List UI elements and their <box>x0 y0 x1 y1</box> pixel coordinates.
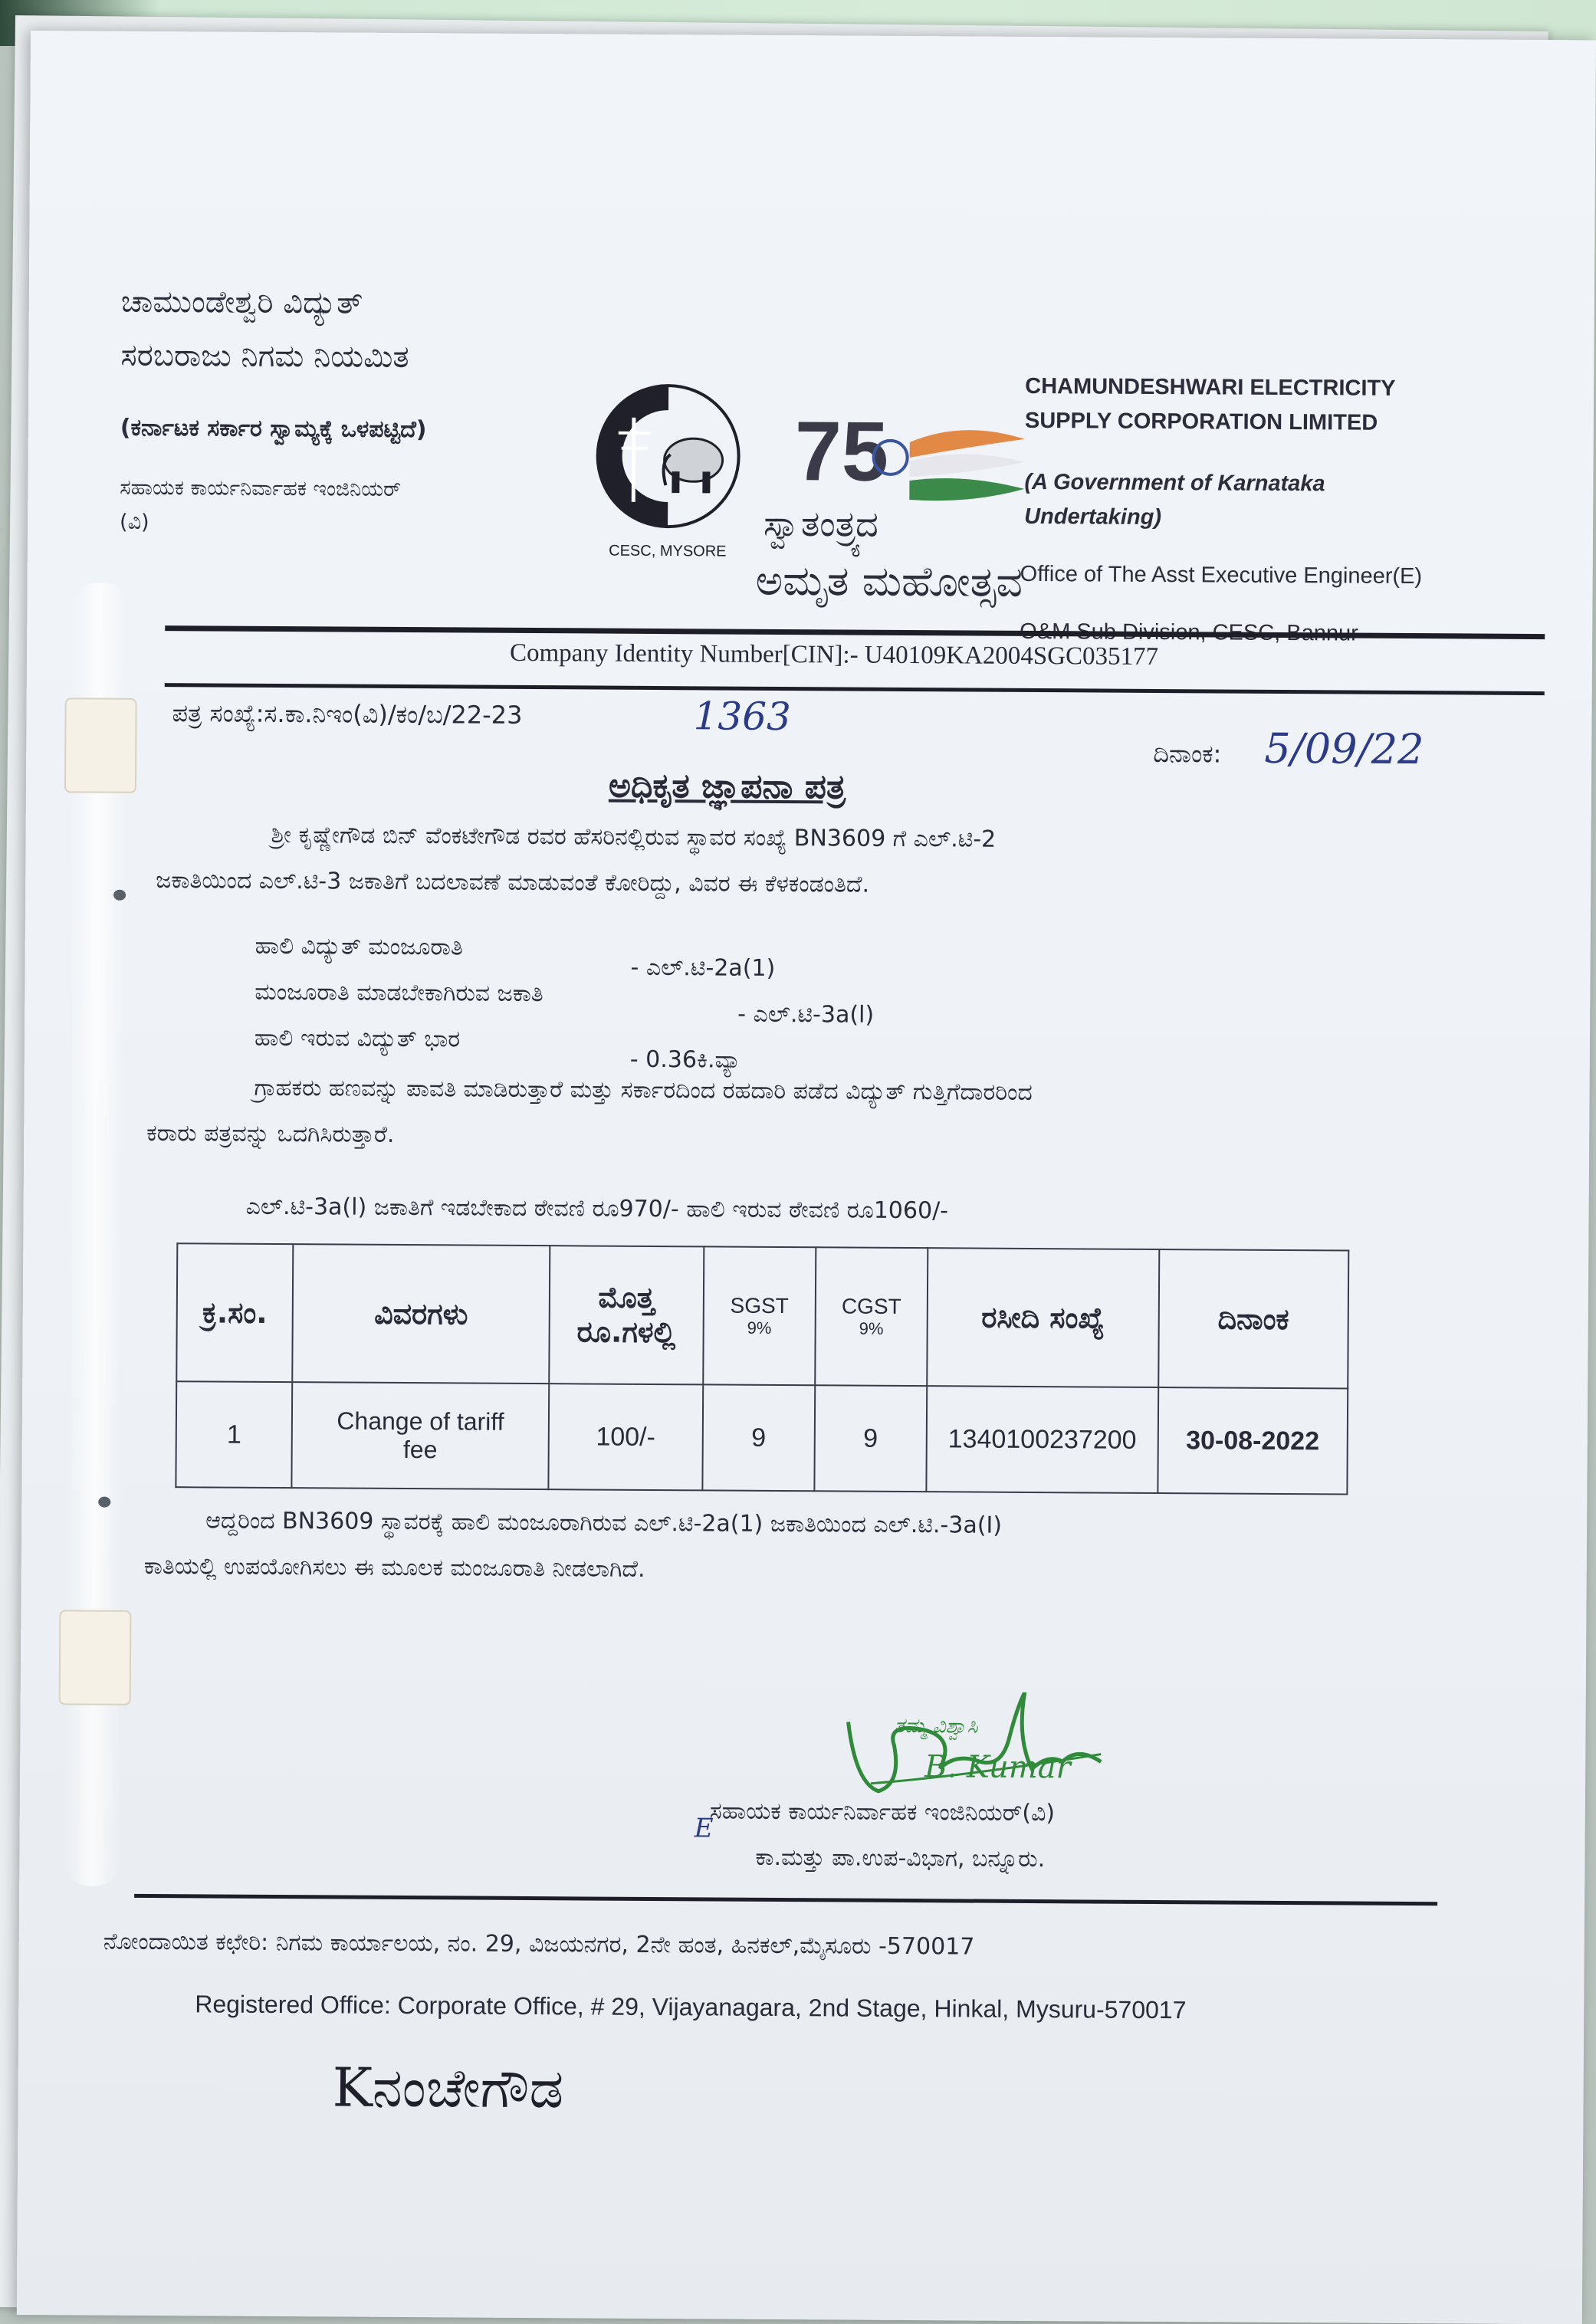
para3-line1: ಆದ್ದರಿಂದ BN3609 ಸ್ಥಾವರಕ್ಕೆ ಹಾಲಿ ಮಂಜೂರಾಗಿರುವ ಎಲ್.ಟಿ-2a(1) ಜಕಾತಿಯಿಂದ ಎಲ್.ಟಿ.-3a(I) <box>205 1507 1002 1538</box>
letter-page <box>17 31 1596 2324</box>
col-header-sgst-label: SGST <box>705 1293 814 1318</box>
fee-table <box>175 1242 1349 1495</box>
col-header-receipt: ರಸೀದಿ ಸಂಖ್ಯೆ <box>927 1248 1159 1387</box>
punch-hole <box>113 890 126 901</box>
col-header-cgst-rate: 9% <box>816 1318 925 1339</box>
cell-sgst: 9 <box>702 1384 815 1491</box>
cell-receipt: 1340100237200 <box>926 1386 1158 1493</box>
para2-line1: ಗ್ರಾಹಕರು ಹಣವನ್ನು ಪಾವತಿ ಮಾಡಿರುತ್ತಾರೆ ಮತ್ತು ಸರ್ಕಾರದಿಂದ ರಹದಾರಿ ಪಡೆದ ವಿದ್ಯುತ್ ಗುತ್ತಿಗೆದಾರರಿಂದ <box>254 1075 1032 1106</box>
en-govt-line1: (A Government of Karnataka <box>1024 470 1325 497</box>
col-header-details: ವಿವರಗಳು <box>292 1244 550 1384</box>
binder-clip-top <box>64 698 137 793</box>
handwritten-footer-name: Kನಂಚೇಗೌಡ <box>332 2056 563 2121</box>
col-header-amount <box>549 1246 704 1384</box>
kn-company-name-line1: ಚಾಮುಂಡೇಶ್ವರಿ ವಿದ್ಯುತ್ <box>121 284 363 321</box>
footer-en-address: Registered Office: Corporate Office, # 29, Vijayanagara, 2nd Stage, Hinkal, Mysuru-570017 <box>195 1990 1186 2024</box>
col-header-cgst-label: CGST <box>817 1294 926 1319</box>
signature-handwritten-name: B. Kumar <box>924 1749 1071 1785</box>
kn-office-line1: ಸಹಾಯಕ ಕಾರ್ಯನಿರ್ವಾಹಕ ಇಂಜಿನಿಯರ್ <box>120 476 401 502</box>
deposit-line: ಎಲ್.ಟಿ-3a(l) ಜಕಾತಿಗೆ ಇಡಬೇಕಾದ ಠೇವಣಿ ರೂ970/- ಹಾಲಿ ಇರುವ ಠೇವಣಿ ರೂ1060/- <box>246 1193 949 1225</box>
cell-details-line1: Change of tariff <box>294 1407 547 1436</box>
para1-line2: ಜಕಾತಿಯಿಂದ ಎಲ್.ಟಿ-3 ಜಕಾತಿಗೆ ಬದಲಾವಣೆ ಮಾಡುವಂತೆ ಕೋರಿದ್ದು, ವಿವರ ಈ ಕೆಳಕಂಡಂತಿದೆ. <box>156 867 869 898</box>
memo-title: ಅಧಿಕೃತ ಜ್ಞಾಪನಾ ಪತ್ರ <box>609 766 846 807</box>
pen-mark: E <box>695 1813 714 1843</box>
signatory-designation: ಸಹಾಯಕ ಕಾರ್ಯನಿರ್ವಾಹಕ ಇಂಜಿನಿಯರ್(ವಿ) <box>710 1797 1055 1827</box>
col-header-sgst-rate: 9% <box>704 1318 813 1338</box>
kn-company-name-line2: ಸರಬರಾಜು ನಿಗಮ ನಿಯಮಿತ <box>120 338 409 375</box>
cell-cgst: 9 <box>814 1385 927 1492</box>
binder-clip-bottom <box>59 1610 132 1705</box>
cesc-logo <box>587 371 750 563</box>
cell-amount: 100/- <box>548 1384 703 1490</box>
detail-value-tariff-to-sanction: - ಎಲ್.ಟಿ-3a(l) <box>737 1001 874 1029</box>
para1-line1: ಶ್ರೀ ಕೃಷ್ಣೇಗೌಡ ಬಿನ್ ವೆಂಕಟೇಗೌಡ ರವರ ಹೆಸರಿನಲ್ಲಿರುವ ಸ್ಥಾವರ ಸಂಖ್ಯೆ BN3609 ಗೆ ಎಲ್.ಟಿ-2 <box>271 822 996 853</box>
amrit-kn-line2: ಅಮೃತ ಮಹೋತ್ಸವ <box>755 556 1023 607</box>
table-header-row <box>176 1243 1348 1388</box>
amrit-kn-line1: ಸ್ವಾತಂತ್ರ್ಯದ <box>764 503 878 547</box>
para2-line2: ಕರಾರು ಪತ್ರವನ್ನು ಒದಗಿಸಿರುತ್ತಾರೆ. <box>146 1120 395 1148</box>
signatory-office: ಕಾ.ಮತ್ತು ಪಾ.ಉಪ-ವಿಭಾಗ, ಬನ್ನೂರು. <box>755 1844 1045 1873</box>
col-header-sgst <box>703 1246 816 1385</box>
date-label: ದಿನಾಂಕ: <box>1153 739 1221 770</box>
detail-value-current-sanction: - ಎಲ್.ಟಿ-2a(1) <box>630 954 775 982</box>
col-header-amount-line1: ಮೊತ್ತ <box>551 1280 702 1315</box>
detail-label-current-load: ಹಾಲಿ ಇರುವ ವಿದ್ಯುತ್ ಭಾರ <box>255 1025 460 1053</box>
col-header-cgst <box>815 1247 928 1386</box>
footer-rule <box>134 1894 1437 1905</box>
en-company-name-line1: CHAMUNDESHWARI ELECTRICITY <box>1025 374 1396 402</box>
para3-line2: ಕಾತಿಯಲ್ಲಿ ಉಪಯೋಗಿಸಲು ಈ ಮೂಲಕ ಮಂಜೂರಾತಿ ನೀಡಲಾಗಿದೆ. <box>144 1553 645 1583</box>
en-govt-line2: Undertaking) <box>1024 504 1161 530</box>
en-office-of: Office of The Asst Executive Engineer(E) <box>1020 562 1423 589</box>
col-header-amount-line2: ರೂ.ಗಳಲ್ಲಿ <box>550 1315 701 1350</box>
signature-yours-faithfully: ತಮ್ಮ ವಿಶ್ವಾಸಿ <box>894 1715 977 1739</box>
kn-office-line2: (ವಿ) <box>120 510 149 535</box>
logo-ring-text: CESC, MYSORE <box>609 543 726 560</box>
cell-sl: 1 <box>176 1381 292 1488</box>
kn-govt-undertaking: (ಕರ್ನಾಟಕ ಸರ್ಕಾರ ಸ್ವಾಮ್ಯಕ್ಕೆ ಒಳಪಟ್ಟಿದೆ) <box>120 415 427 443</box>
reference-number: ಪತ್ರ ಸಂಖ್ಯೆ:ಸ.ಕಾ.ನಿಇಂ(ವಿ)/ಕಂ/ಬ/22-23 <box>172 698 522 730</box>
footer-kn-address: ನೋಂದಾಯಿತ ಕಛೇರಿ: ನಿಗಮ ಕಾರ್ಯಾಲಯ, ನಂ. 29, ವಿಜಯನಗರ, 2ನೇ ಹಂತ, ಹಿನಕಲ್,ಮೈಸೂರು -570017 <box>103 1928 975 1961</box>
detail-value-current-load: - 0.36ಕಿ.ವ್ಯಾ <box>630 1046 741 1074</box>
en-company-name-line2: SUPPLY CORPORATION LIMITED <box>1025 409 1378 436</box>
cin-line: Company Identity Number[CIN]:- U40109KA2004SGC035177 <box>510 639 1158 671</box>
punch-hole <box>98 1497 110 1508</box>
svg-text:75: 75 <box>794 404 888 499</box>
col-header-date: ದಿನಾಂಕ <box>1158 1249 1348 1389</box>
reference-number-handwritten: 1363 <box>693 694 791 739</box>
table-row <box>176 1381 1348 1494</box>
detail-label-tariff-to-sanction: ಮಂಜೂರಾತಿ ಮಾಡಬೇಕಾಗಿರುವ ಜಕಾತಿ <box>255 979 543 1007</box>
cell-date: 30-08-2022 <box>1158 1387 1348 1495</box>
cell-details <box>292 1382 550 1489</box>
cell-details-line2: fee <box>294 1435 547 1465</box>
detail-label-current-sanction: ಹಾಲಿ ವಿದ್ಯುತ್ ಮಂಜೂರಾತಿ <box>255 933 463 961</box>
header-rule-bottom <box>165 683 1545 695</box>
date-handwritten: 5/09/22 <box>1264 724 1424 773</box>
col-header-sl: ಕ್ರ.ಸಂ. <box>176 1243 293 1382</box>
